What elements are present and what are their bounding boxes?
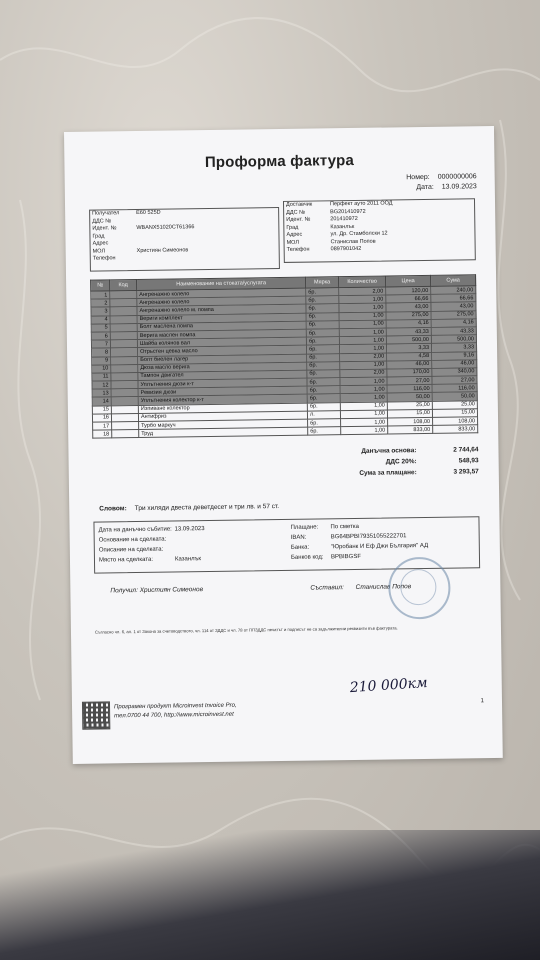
table-cell: 500,00 (386, 336, 431, 345)
table-cell: 50,00 (432, 392, 477, 401)
table-cell: бр. (306, 296, 339, 305)
table-cell: Ревизия дюзи (138, 386, 307, 397)
table-cell: Шайба колянов вал (137, 337, 306, 348)
table-cell: 43,00 (431, 302, 476, 311)
table-cell: 43,00 (386, 303, 431, 312)
recipient-key: ДДС № (92, 217, 112, 225)
payment-key: Място на сделката: (98, 556, 154, 564)
table-cell: 340,00 (432, 368, 477, 377)
table-cell: 833,00 (388, 426, 433, 435)
table-cell: 833,00 (433, 425, 478, 434)
supplier-value: Станислав Попов (330, 238, 376, 245)
table-cell: 275,00 (431, 310, 476, 319)
in-words-text: Три хиляди двеста деветдесет и три лв. и 57 ст. (134, 503, 280, 513)
in-words-label: Словом: (99, 505, 127, 513)
program-line2: тел.0700 44 700, http://www.microinvest.net (114, 711, 234, 720)
table-cell: бр. (306, 288, 339, 297)
payment-key: Описание на сделката: (98, 546, 164, 554)
table-cell: 15 (92, 405, 111, 413)
table-cell: 17 (93, 422, 112, 430)
table-cell: 170,00 (387, 368, 432, 377)
table-cell: 46,00 (432, 359, 477, 368)
table-cell: 27,00 (387, 376, 432, 385)
table-cell: 11 (92, 373, 111, 381)
supplier-key: Идент. № (286, 216, 311, 223)
table-cell: Вериги комплект (137, 313, 306, 324)
table-cell: Отрьстен цевка масло (138, 345, 307, 356)
table-cell: 2 (91, 299, 110, 307)
payment-key: Основание на сделката: (98, 536, 167, 544)
table-cell: 116,00 (432, 384, 477, 393)
total-value: 548,93 (458, 457, 479, 465)
total-value: 3 293,57 (453, 468, 479, 476)
supplier-value: 201410972 (330, 215, 358, 223)
table-cell: бр. (306, 320, 339, 329)
table-cell: 9 (92, 356, 111, 364)
software-footer (114, 702, 237, 722)
table-cell: 2,00 (340, 353, 387, 362)
table-cell: 3 (91, 307, 110, 315)
total-label: Сума за плащане: (359, 469, 417, 477)
payment-key: Дата на данъчно събитие: (98, 526, 172, 534)
payment-value: По сметка (330, 523, 360, 531)
payment-key: IBAN: (290, 534, 307, 541)
table-cell: 25,00 (387, 401, 432, 410)
table-cell: 4 (91, 315, 110, 323)
table-cell: 10 (92, 365, 111, 373)
table-cell: Верига маслен помпа (137, 329, 306, 340)
document-meta (406, 172, 477, 193)
table-cell: 15,00 (432, 409, 477, 418)
table-cell: бр. (307, 345, 340, 354)
col-header: Цена (386, 275, 431, 287)
table-cell: 1,00 (339, 336, 386, 345)
payment-key: Банков код: (290, 554, 324, 561)
table-cell: 1,00 (341, 418, 388, 427)
table-cell: 25,00 (432, 400, 477, 409)
received-by (110, 586, 203, 594)
table-cell: 1 (91, 291, 110, 299)
supplier-key: МОЛ (286, 239, 300, 246)
total-label: ДДС 20%: (385, 458, 417, 466)
table-cell: 50,00 (387, 393, 432, 402)
payment-value: "Юробанк И Еф Джи България" АД (330, 542, 429, 551)
table-cell: 240,00 (431, 286, 476, 295)
table-cell: 13 (92, 389, 111, 397)
handwritten-mileage: 210 000км (349, 674, 429, 697)
table-cell: Труд (139, 427, 308, 438)
received-name: Християн Симеонов (139, 586, 204, 594)
table-cell: 43,33 (431, 327, 476, 336)
col-header: Количество (339, 276, 386, 288)
table-cell: Уплътнения колектор к-т (138, 395, 307, 406)
program-line1: Програмен продукт Microinvest Invoice Pro, (113, 702, 237, 711)
table-cell: 1,00 (339, 312, 386, 321)
dark-fabric (0, 830, 540, 960)
invoice-sheet (64, 126, 503, 764)
supplier-value: 0897901042 (330, 245, 362, 253)
document-number: 0000000006 (437, 173, 477, 181)
payment-key: Банка: (290, 544, 310, 551)
table-cell: 46,00 (387, 360, 432, 369)
received-label: Получил: (110, 587, 138, 595)
recipient-box (89, 207, 280, 272)
table-cell: 1,00 (340, 385, 387, 394)
table-cell: л. (307, 410, 340, 419)
payment-value: 13.09.2023 (174, 526, 205, 533)
col-header: Мярка (306, 277, 339, 288)
recipient-key: МОЛ (92, 247, 106, 255)
table-cell: 3,33 (431, 343, 476, 352)
table-cell: Уплътнения дюзи к-т (138, 378, 307, 389)
table-cell: 1,00 (339, 328, 386, 337)
table-cell: Изпиване колектор (138, 403, 307, 414)
table-cell: 275,00 (386, 311, 431, 320)
date-label: Дата: (416, 183, 434, 192)
table-cell: 120,00 (386, 286, 431, 295)
table-cell: 12 (92, 381, 111, 389)
recipient-key: Идент. № (92, 225, 117, 232)
table-cell: 1,00 (340, 344, 387, 353)
table-cell: Болт маслена помпа (137, 321, 306, 332)
table-cell: 3,33 (386, 344, 431, 353)
supplier-value: Перфект ауто 2011 ООД (329, 200, 393, 208)
table-cell: 1,00 (339, 303, 386, 312)
table-cell: бр. (307, 386, 340, 395)
recipient-value: Е60 525D (136, 209, 161, 217)
payment-key: Плащане: (290, 524, 319, 531)
total-label: Данъчна основа: (361, 447, 417, 455)
table-cell: 1,00 (340, 393, 387, 402)
table-cell: 14 (92, 397, 111, 405)
payment-value: BG64BPBI79351055222701 (330, 533, 407, 541)
recipient-key: Град (92, 232, 105, 240)
recipient-value: WBANX51020CT61366 (136, 224, 195, 231)
table-cell: 4,16 (431, 319, 476, 328)
table-cell: бр. (306, 304, 339, 313)
table-cell: Болт биелен лагер (138, 354, 307, 365)
table-cell: 66,66 (386, 295, 431, 304)
items-body (91, 286, 478, 439)
table-cell: Турбо маркуч (139, 419, 308, 430)
table-cell: 1,00 (340, 361, 387, 370)
col-header: Сума (431, 275, 476, 287)
payment-value: Казанлък (174, 556, 202, 563)
payment-left (98, 524, 205, 565)
table-cell: 18 (93, 430, 112, 438)
supplier-value: Казанлък (330, 223, 355, 230)
page-number: 1 (480, 698, 485, 705)
table-cell: 15,00 (387, 409, 432, 418)
table-cell: 108,00 (388, 417, 433, 426)
table-cell: 108,00 (433, 417, 478, 426)
supplier-key: Адрес (286, 231, 303, 238)
issued-label: Съставил: (310, 584, 344, 592)
table-cell: 66,66 (431, 294, 476, 303)
table-cell: Ангренажно колело (137, 288, 306, 299)
amount-in-words (99, 503, 279, 513)
recipient-key: Адрес (92, 240, 109, 247)
table-cell: бр. (307, 353, 340, 362)
table-cell: 9,16 (432, 351, 477, 360)
table-cell: 1,00 (340, 410, 387, 419)
col-header: № (91, 280, 110, 291)
number-label: Номер: (406, 173, 430, 182)
table-cell: 4,58 (387, 352, 432, 361)
supplier-key: Град (286, 224, 299, 231)
supplier-value: BG201410972 (330, 208, 366, 215)
table-cell: Антифриз (138, 411, 307, 422)
table-cell: 7 (91, 340, 110, 348)
table-cell: 5 (91, 324, 110, 332)
col-header: Наименование на стоката/услугата (137, 277, 306, 290)
payment-right (290, 521, 428, 563)
table-cell: 500,00 (431, 335, 476, 344)
table-cell: 43,33 (386, 327, 431, 336)
recipient-key: Телефон (92, 255, 116, 262)
table-cell: Дюза масло верига (138, 362, 307, 373)
table-cell: Тампон двигател (138, 370, 307, 381)
table-cell: бр. (308, 427, 341, 436)
table-cell: 1,00 (340, 402, 387, 411)
table-cell: бр. (306, 329, 339, 338)
issued-name: Станислав Попов (355, 583, 412, 591)
total-value: 2 744,64 (453, 446, 479, 454)
table-cell: бр. (308, 419, 341, 428)
table-cell: 4,16 (386, 319, 431, 328)
supplier-key: Доставчик (285, 201, 313, 208)
totals-block (359, 444, 479, 479)
table-cell: 116,00 (387, 385, 432, 394)
recipient-value: Християн Симеонов (136, 246, 189, 254)
table-cell: Ангренажно колело м. помпа (137, 305, 306, 316)
supplier-key: Телефон (286, 246, 310, 253)
recipient-key: Получател (92, 210, 120, 217)
table-cell: 2,00 (339, 287, 386, 296)
supplier-key: ДДС № (286, 209, 306, 216)
table-cell: бр. (307, 402, 340, 411)
table-cell (112, 430, 139, 439)
table-cell: 16 (92, 414, 111, 422)
table-cell: бр. (307, 378, 340, 387)
table-cell: бр. (306, 337, 339, 346)
table-cell: 2,00 (340, 369, 387, 378)
table-cell: 1,00 (339, 320, 386, 329)
col-header: Код (110, 280, 137, 291)
document-date: 13.09.2023 (441, 183, 477, 191)
payment-value: BPBIBGSF (330, 553, 362, 561)
table-cell: 27,00 (432, 376, 477, 385)
legal-footnote: Съгласно чл. 6, ал. 1 от Закона за счетоводството, чл. 114 от ЗДДС и чл. 78 от ППЗДДС печатът и подписът не са задължителни реквизити във фактурата. (94, 625, 398, 635)
table-cell: 1,00 (339, 295, 386, 304)
table-cell: бр. (306, 312, 339, 321)
table-cell: бр. (307, 361, 340, 370)
supplier-box (283, 198, 476, 263)
table-cell: бр. (307, 394, 340, 403)
items-table (90, 274, 478, 439)
table-cell: Ангренажно колело (137, 296, 306, 307)
table-cell: 6 (91, 332, 110, 340)
table-cell: 1,00 (341, 426, 388, 435)
table-cell: 8 (92, 348, 111, 356)
supplier-value: ул. Др. Стамболски 12 (330, 230, 388, 238)
table-cell: 1,00 (340, 377, 387, 386)
qr-code-icon (82, 701, 110, 729)
document-title: Проформа фактура (204, 151, 355, 172)
table-cell: бр. (307, 370, 340, 379)
